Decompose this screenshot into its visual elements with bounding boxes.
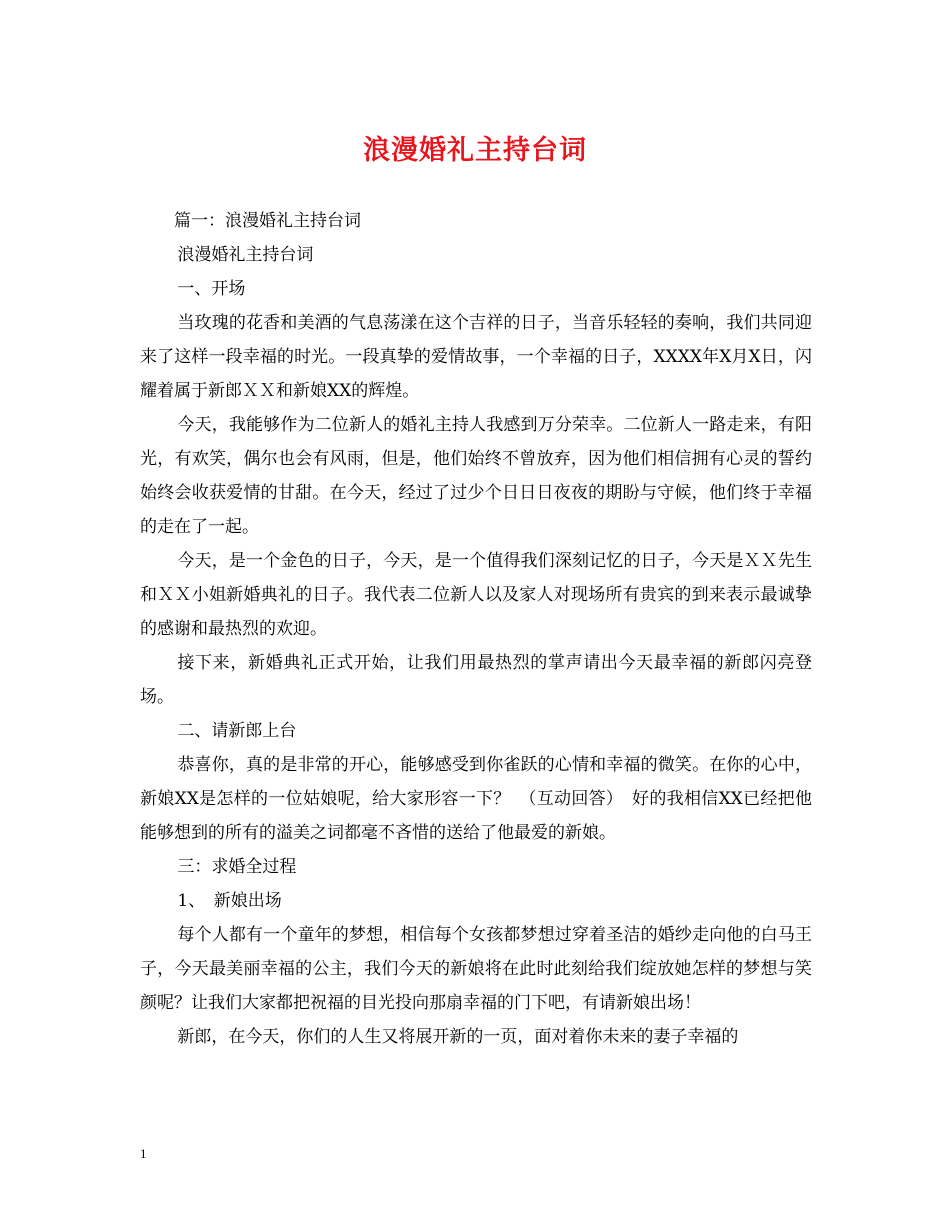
- section-heading-proposal: 三：求婚全过程: [177, 857, 297, 877]
- subtitle: 浪漫婚礼主持台词: [177, 245, 314, 265]
- paragraph-opening: 当玫瑰的花香和美酒的气息荡漾在这个吉祥的日子，当音乐轻轻的奏响，我们共同迎来了这样一段幸福的时光。一段真挚的爱情故事，一个幸福的日子，XXXX年X月X日，闪耀着属于新郎ＸＸ和新娘XX的辉煌。: [140, 313, 812, 401]
- document-body: [140, 204, 812, 1054]
- paragraph-groom: 恭喜你，真的是非常的开心，能够感受到你雀跃的心情和幸福的微笑。在你的心中，新娘XX是怎样的一位姑娘呢，给大家形容一下？ （互动回答） 好的我相信XX已经把他能够想到的所有的溢美之词都毫不吝惜的送给了他最爱的新娘。: [140, 755, 812, 843]
- document-title: 浪漫婚礼主持台词: [363, 135, 587, 166]
- section-heading-opening: 一、开场: [177, 279, 246, 299]
- section-heading-part-one: 篇一：浪漫婚礼主持台词: [174, 211, 361, 231]
- section-heading-groom: 二、请新郎上台: [177, 721, 297, 741]
- subheading-bride-entrance: 1、 新娘出场: [177, 891, 282, 911]
- paragraph-golden-day: 今天，是一个金色的日子，今天，是一个值得我们深刻记忆的日子，今天是ＸＸ先生和ＸＸ小姐新婚典礼的日子。我代表二位新人以及家人对现场所有贵宾的到来表示最诚挚的感谢和最热烈的欢迎。: [140, 551, 812, 639]
- paragraph-groom-vow: 新郎，在今天，你们的人生又将展开新的一页，面对着你未来的妻子幸福的: [177, 1027, 739, 1047]
- paragraph-ceremony-start: 接下来，新婚典礼正式开始，让我们用最热烈的掌声请出今天最幸福的新郎闪亮登场。: [140, 653, 812, 707]
- page-number: 1: [140, 1146, 147, 1161]
- paragraph-honor: 今天，我能够作为二位新人的婚礼主持人我感到万分荣幸。二位新人一路走来，有阳光，有欢笑，偶尔也会有风雨，但是，他们始终不曾放弃，因为他们相信拥有心灵的誓约始终会收获爱情的甘甜。在今天，经过了过少个日日日夜夜的期盼与守候，他们终于幸福的走在了一起。: [140, 415, 812, 537]
- paragraph-bride: 每个人都有一个童年的梦想，相信每个女孩都梦想过穿着圣洁的婚纱走向他的白马王子，今天最美丽幸福的公主，我们今天的新娘将在此时此刻给我们绽放她怎样的梦想与笑颜呢？让我们大家都把祝福的目光投向那扇幸福的门下吧，有请新娘出场！: [140, 925, 812, 1013]
